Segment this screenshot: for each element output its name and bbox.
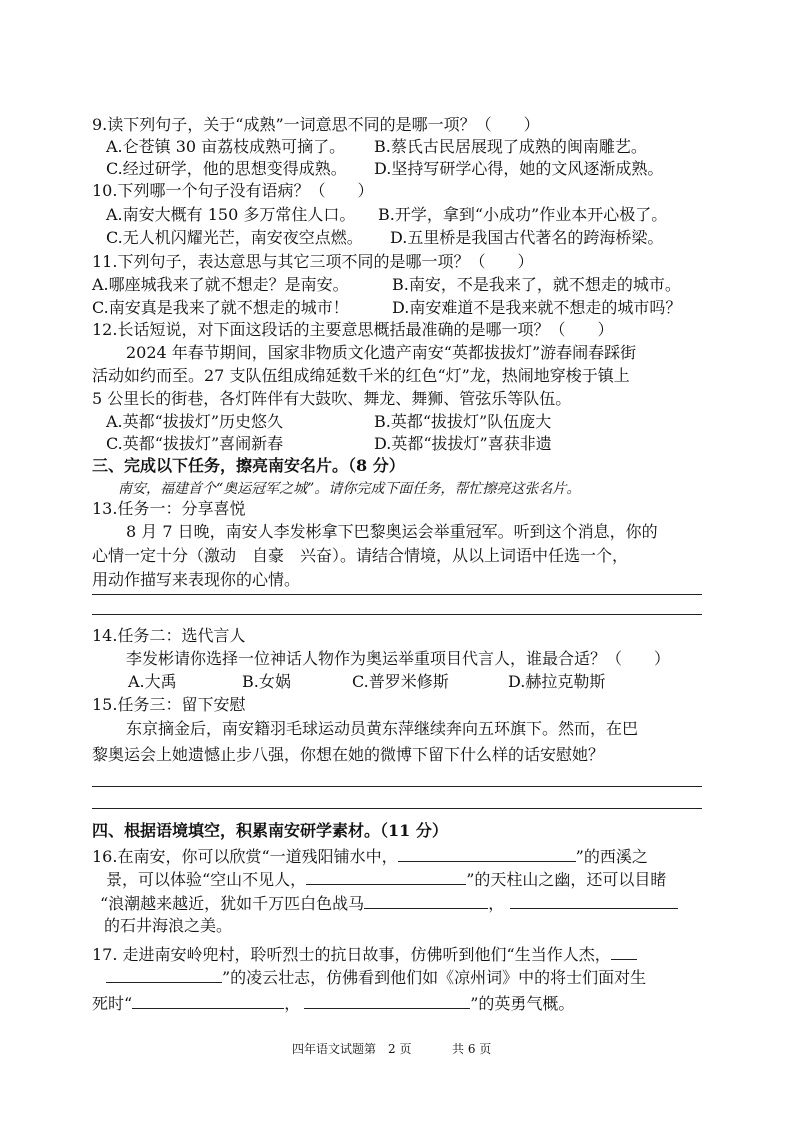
q16-text: ”的西溪之 bbox=[575, 847, 648, 866]
q11-option-d: D.南安难道不是我来就不想走的城市吗？ bbox=[392, 298, 682, 317]
q17-blank-3[interactable] bbox=[304, 992, 470, 1009]
q9-option-b: B.蔡氏古民居展现了成熟的闽南雕艺。 bbox=[374, 137, 647, 156]
q15-answer-line[interactable] bbox=[92, 808, 702, 809]
section3-note: 南安，福建首个“奥运冠军之城”。请你完成下面任务，帮忙擦亮这张名片。 bbox=[118, 481, 581, 497]
section3-title: 三、完成以下任务，擦亮南安名片。（8 分） bbox=[92, 456, 405, 475]
q11-option-c: C.南安真是我来了就不想走的城市！ bbox=[92, 298, 349, 317]
q12-passage-line: 2024 年春节期间，国家非物质文化遗产南安“英都拔拔灯”游春闹春踩街 bbox=[126, 343, 637, 362]
q9-stem: 9.读下列句子，关于“成熟”一词意思不同的是哪一项？（ ） bbox=[92, 115, 540, 134]
q14-option-b: B.女娲 bbox=[242, 672, 291, 691]
q16-line-2 bbox=[106, 868, 666, 891]
q17-line-2 bbox=[106, 966, 646, 989]
q10-option-b: B.开学，拿到“小成功”作业本开心极了。 bbox=[378, 205, 668, 224]
q15-passage-line: 东京摘金后，南安籍羽毛球运动员黄东萍继续奔向五环旗下。然而，在巴 bbox=[126, 719, 639, 738]
q17-line-3 bbox=[92, 992, 574, 1015]
q15-answer-line[interactable] bbox=[92, 786, 702, 787]
q16-blank-1[interactable] bbox=[398, 845, 576, 862]
section4-title: 四、根据语境填空，积累南安研学素材。（11 分） bbox=[92, 821, 448, 840]
q9-option-a: A.仑苍镇 30 亩荔枝成熟可摘了。 bbox=[106, 137, 346, 156]
q14-question: 李发彬请你选择一位神话人物作为奥运举重项目代言人，谁最合适？（ ） bbox=[126, 649, 671, 668]
q16-text: “浪潮越来越近，犹如千万匹白色战马 bbox=[100, 894, 365, 913]
q17-text: ”的英勇气概。 bbox=[470, 994, 575, 1013]
q17-text: 17. 走进南安岭兜村，聆听烈士的抗日故事，仿佛听到他们“生当作人杰， bbox=[92, 945, 611, 964]
q17-line-1 bbox=[92, 943, 637, 966]
q17-text: ， bbox=[284, 994, 301, 1013]
footer-page-number: 四年语文试题第 2 页 bbox=[292, 1042, 412, 1056]
q15-passage-line: 黎奥运会上她遗憾止步八强，你想在她的微博下留下什么样的话安慰她？ bbox=[92, 745, 605, 764]
q16-text: ， bbox=[488, 894, 505, 913]
q12-option-a: A.英都“拔拔灯”历史悠久 bbox=[106, 412, 284, 431]
q12-stem: 12.长话短说，对下面这段话的主要意思概括最准确的是哪一项？（ ） bbox=[92, 320, 614, 339]
q16-blank-2[interactable] bbox=[306, 868, 466, 885]
q16-text: 16.在南安，你可以欣赏“一道残阳铺水中， bbox=[92, 847, 398, 866]
q12-passage-line: 5 公里长的街巷，各灯阵伴有大鼓吹、舞龙、舞狮、管弦乐等队伍。 bbox=[92, 389, 572, 408]
q16-blank-4[interactable] bbox=[510, 892, 678, 909]
q12-option-d: D.英都“拔拔灯”喜获非遗 bbox=[374, 434, 552, 453]
q12-option-b: B.英都“拔拔灯”队伍庞大 bbox=[374, 412, 552, 431]
q10-option-a: A.南安大概有 150 多万常住人口。 bbox=[106, 205, 356, 224]
footer-page-total: 共 6 页 bbox=[452, 1042, 492, 1056]
q12-option-c: C.英都“拔拔灯”喜闹新春 bbox=[106, 434, 284, 453]
q10-option-c: C.无人机闪耀光芒，南安夜空点燃。 bbox=[106, 228, 363, 247]
q16-text: 景，可以体验“空山不见人， bbox=[106, 870, 307, 889]
q12-passage-line: 活动如约而至。27 支队伍组成绵延数千米的红色“灯”龙，热闹地穿梭于镇上 bbox=[92, 366, 630, 385]
q13-stem: 13.任务一：分享喜悦 bbox=[92, 499, 246, 518]
q16-line-3 bbox=[100, 892, 678, 915]
q17-blank-2[interactable] bbox=[132, 992, 284, 1009]
q17-text: ”的凌云壮志，仿佛看到他们如《凉州词》中的将士们面对生 bbox=[222, 968, 647, 987]
q14-option-a: A.大禹 bbox=[128, 672, 177, 691]
q11-option-a: A.哪座城我来了就不想走？是南安。 bbox=[92, 275, 349, 294]
q9-option-d: D.坚持写研学心得，她的文风逐渐成熟。 bbox=[374, 159, 664, 178]
q13-passage-line: 心情一定十分（激动 自豪 兴奋）。请结合情境，从以上词语中任选一个， bbox=[92, 546, 629, 565]
q10-option-d: D.五里桥是我国古代著名的跨海桥梁。 bbox=[390, 228, 664, 247]
q17-blank-1a[interactable] bbox=[611, 943, 637, 960]
q15-stem: 15.任务三：留下安慰 bbox=[92, 695, 246, 714]
q16-line-1 bbox=[92, 845, 648, 868]
q17-blank-1b[interactable] bbox=[106, 966, 222, 983]
q9-option-c: C.经过研学，他的思想变得成熟。 bbox=[106, 159, 347, 178]
q13-passage-line: 用动作描写来表现你的心情。 bbox=[92, 570, 301, 589]
q13-passage-line: 8 月 7 日晚，南安人李发彬拿下巴黎奥运会举重冠军。听到这个消息，你的 bbox=[126, 522, 658, 541]
q13-answer-line[interactable] bbox=[92, 614, 702, 615]
q10-stem: 10.下列哪一个句子没有语病？（ ） bbox=[92, 181, 374, 200]
q16-blank-3[interactable] bbox=[364, 892, 488, 909]
q14-option-d: D.赫拉克勒斯 bbox=[508, 672, 606, 691]
q11-stem: 11.下列句子，表达意思与其它三项不同的是哪一项？（ ） bbox=[92, 252, 534, 271]
q16-line-4: 的石井海浪之美。 bbox=[104, 916, 233, 935]
q17-text: 死时“ bbox=[92, 994, 133, 1013]
q16-text: ”的天柱山之幽，还可以目睹 bbox=[466, 870, 667, 889]
q13-answer-line[interactable] bbox=[92, 594, 702, 595]
q14-stem: 14.任务二：选代言人 bbox=[92, 626, 246, 645]
q11-option-b: B.南安，不是我来了，就不想走的城市。 bbox=[392, 275, 681, 294]
q14-option-c: C.普罗米修斯 bbox=[352, 672, 449, 691]
